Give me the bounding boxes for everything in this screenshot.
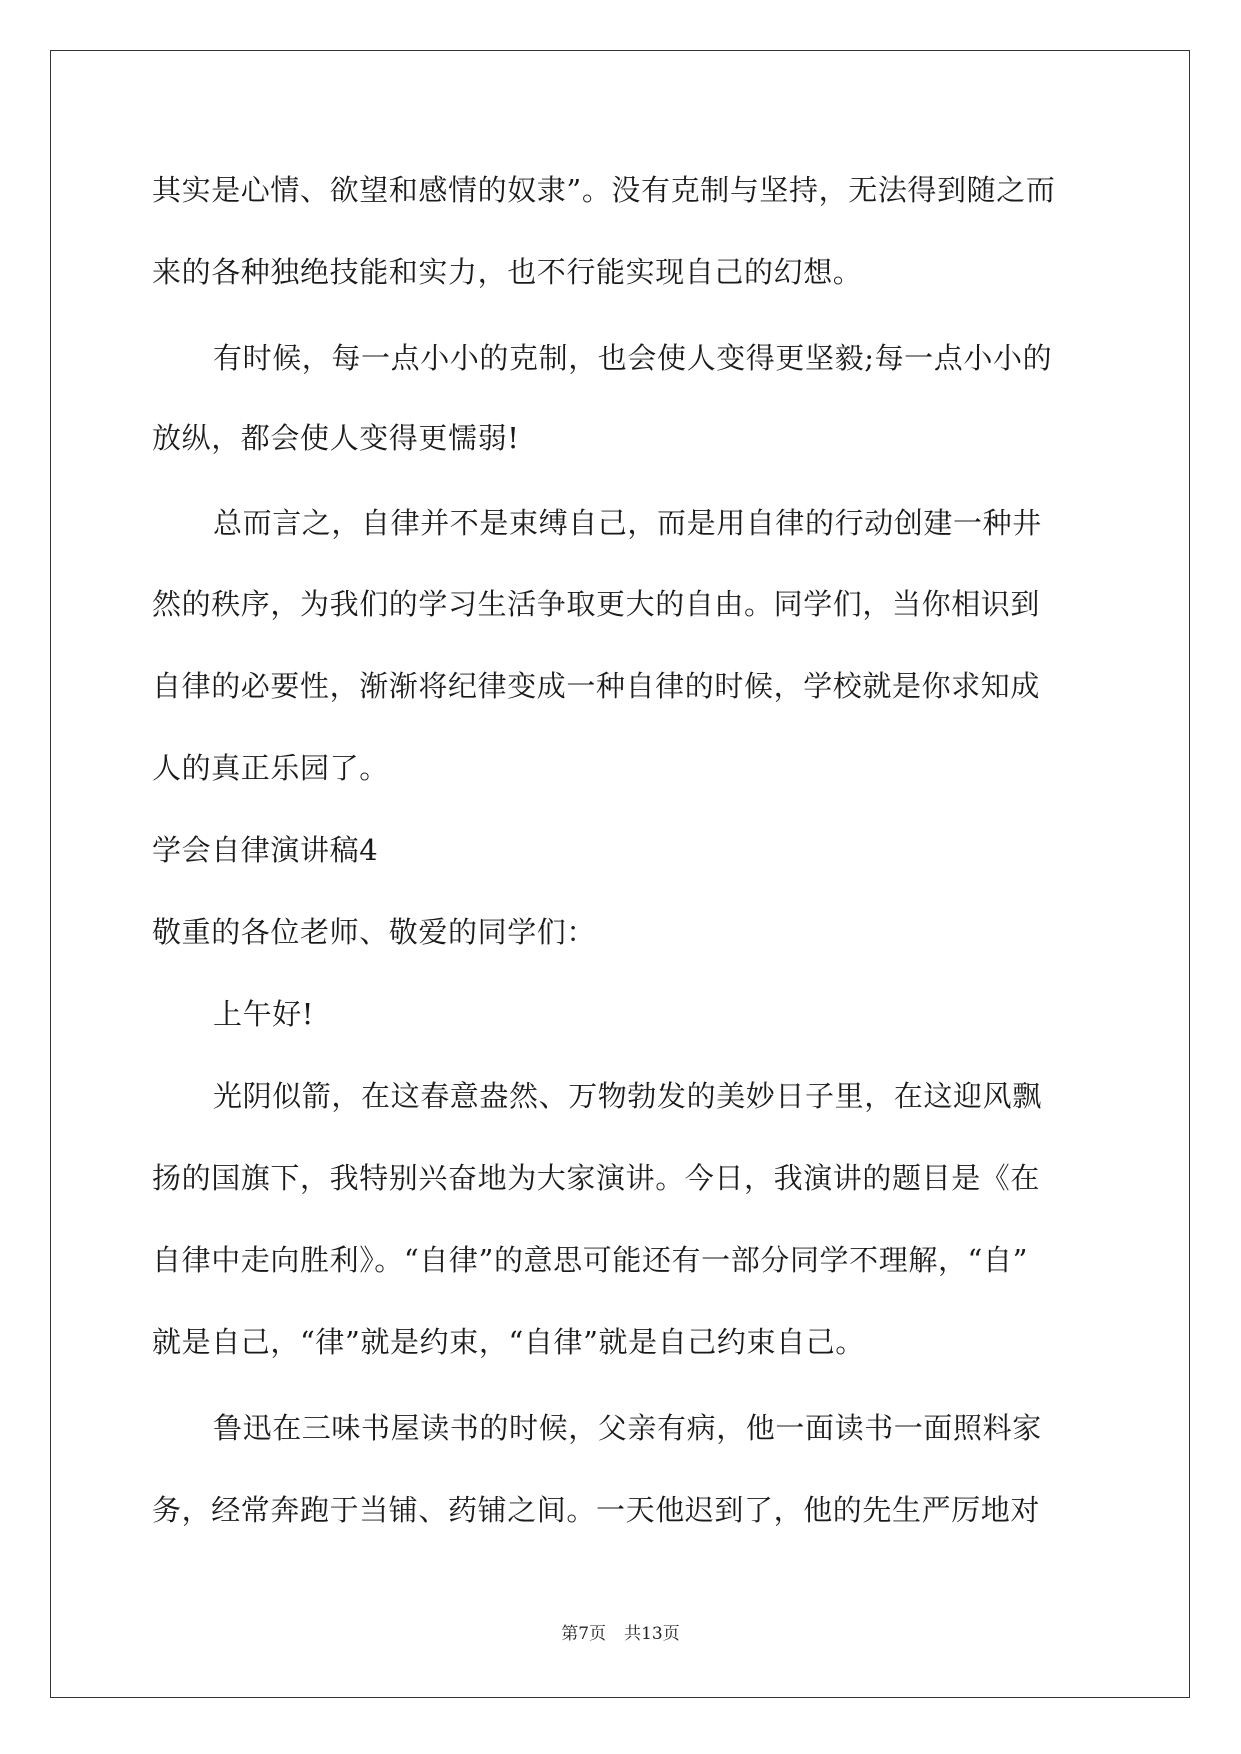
text-line: 光阴似箭，在这春意盎然、万物勃发的美妙日子里，在这迎风飘	[213, 1079, 1042, 1113]
text-line: 放纵，都会使人变得更懦弱!	[152, 421, 520, 455]
text-line: 其实是心情、欲望和感情的奴隶”。没有克制与坚持，无法得到随之而	[152, 173, 1056, 207]
text-line: 总而言之，自律并不是束缚自己，而是用自律的行动创建一种井	[213, 506, 1042, 540]
page-footer	[0, 1622, 1241, 1646]
text-line: 人的真正乐园了。	[152, 751, 389, 785]
text-line: 有时候，每一点小小的克制，也会使人变得更坚毅;每一点小小的	[213, 341, 1053, 375]
salutation: 敬重的各位老师、敬爱的同学们：	[152, 915, 597, 949]
text-line: 就是自己，“律”就是约束，“自律”就是自己约束自己。	[152, 1325, 865, 1359]
text-line: 鲁迅在三味书屋读书的时候，父亲有病，他一面读书一面照料家	[213, 1411, 1042, 1445]
text-line: 来的各种独绝技能和实力，也不行能实现自己的幻想。	[152, 255, 863, 289]
text-line: 务，经常奔跑于当铺、药铺之间。一天他迟到了，他的先生严厉地对	[152, 1493, 1041, 1527]
text-line: 扬的国旗下，我特别兴奋地为大家演讲。今日，我演讲的题目是《在	[152, 1161, 1041, 1195]
greeting: 上午好!	[213, 997, 315, 1031]
section-heading: 学会自律演讲稿4	[152, 833, 379, 867]
page-border	[50, 50, 1190, 1698]
page-total: 共13页	[624, 1624, 680, 1644]
page-number: 第7页	[561, 1624, 607, 1644]
text-line: 自律的必要性，渐渐将纪律变成一种自律的时候，学校就是你求知成	[152, 669, 1041, 703]
text-line: 自律中走向胜利》。“自律”的意思可能还有一部分同学不理解，“自”	[152, 1243, 1029, 1277]
text-line: 然的秩序，为我们的学习生活争取更大的自由。同学们，当你相识到	[152, 587, 1041, 621]
